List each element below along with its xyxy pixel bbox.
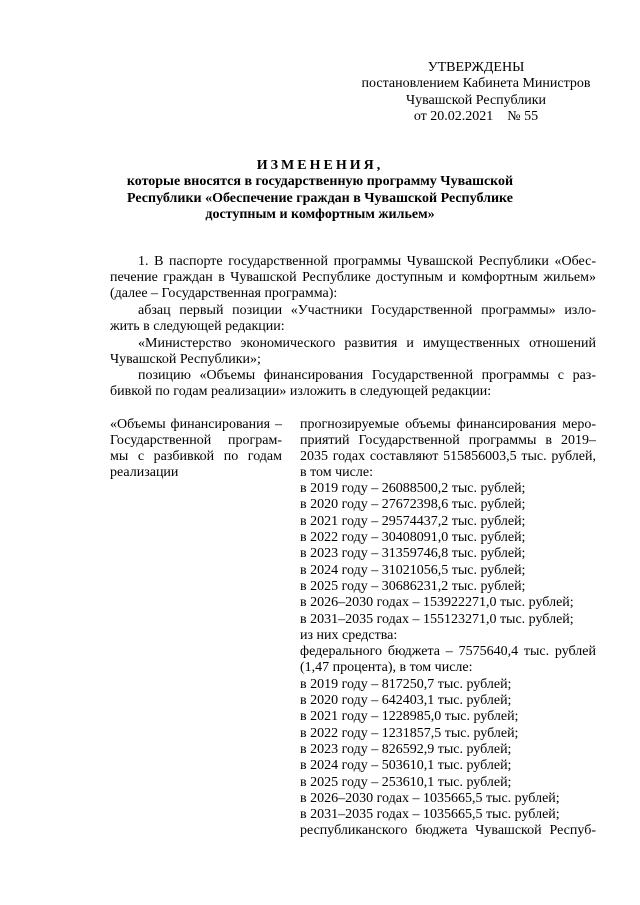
body-line: жить в следующей редакции:: [110, 319, 285, 334]
title-sub-line: Республики «Обеспечение граждан в Чувашской Республике: [127, 190, 513, 206]
table-right-line: (1,47 процента), в том числе:: [300, 660, 473, 675]
table-right-line: республиканского бюджета Чувашской Респуб-: [300, 823, 596, 838]
table-right-line: в 2021 году – 29574437,2 тыс. рублей;: [300, 514, 526, 529]
table-right-line: в 2025 году – 30686231,2 тыс. рублей;: [300, 579, 526, 594]
table-right-line: в 2031–2035 годах – 1035665,5 тыс. рублей;: [300, 807, 560, 822]
table-right-line: в 2020 году – 27672398,6 тыс. рублей;: [300, 497, 526, 512]
table-right-line: в 2019 году – 26088500,2 тыс. рублей;: [300, 481, 526, 496]
body-line: (далее – Государственная программа):: [110, 286, 338, 301]
table-right-line: в 2019 году – 817250,7 тыс. рублей;: [300, 677, 512, 692]
table-right-line: в 2023 году – 31359746,8 тыс. рублей;: [300, 546, 526, 561]
table-right-line: в 2026–2030 годах – 1035665,5 тыс. рублей;: [300, 791, 560, 806]
approval-line-3: от 20.02.2021 № 55: [413, 108, 539, 124]
title-sub-line: доступным и комфортным жильем»: [205, 206, 435, 222]
document-title: [120, 158, 520, 223]
table-right-line: в 2024 году – 31021056,5 тыс. рублей;: [300, 563, 526, 578]
table-right-line: в том числе:: [300, 465, 373, 480]
body-line: «Министерство экономического развития и имущественных отношений: [138, 336, 596, 351]
body-line: абзац первый позиции «Участники Государственной программы» изло-: [138, 303, 596, 318]
table-left-line: «Объемы финансирования –: [110, 417, 282, 432]
body-line: бивкой по годам реализации» изложить в следующей редакции:: [110, 384, 492, 399]
approval-line-1: постановлением Кабинета Министров: [361, 76, 591, 92]
table-right-line: приятий Государственной программы в 2019–: [300, 433, 596, 448]
table-left-line: мы с разбивкой по годам: [110, 449, 282, 464]
table-right-line: в 2023 году – 826592,9 тыс. рублей;: [300, 742, 512, 757]
table-right-line: в 2021 году – 1228985,0 тыс. рублей;: [300, 709, 519, 724]
approval-line-2: Чувашской Республики: [405, 92, 547, 108]
body-line: печение граждан в Чувашской Республике доступным и комфортным жильем»: [110, 270, 596, 285]
title-main: ИЗМЕНЕНИЯ,: [256, 158, 384, 173]
table-right-line: федерального бюджета – 7575640,4 тыс. рублей: [300, 644, 596, 659]
body-line: Чувашской Республики»;: [110, 352, 261, 367]
table-right-line: прогнозируемые объемы финансирования меро-: [300, 417, 596, 432]
body-line: позицию «Объемы финансирования Государственной программы с раз-: [138, 368, 596, 383]
table-right-line: в 2026–2030 годах – 153922271,0 тыс. рублей;: [300, 595, 574, 610]
approval-block: [360, 60, 592, 125]
title-sub-line: которые вносятся в государственную программу Чувашской: [126, 174, 514, 190]
table-right-line: в 2020 году – 642403,1 тыс. рублей;: [300, 693, 512, 708]
table-right-line: в 2025 году – 253610,1 тыс. рублей;: [300, 775, 512, 790]
table-right-line: в 2022 году – 30408091,0 тыс. рублей;: [300, 530, 526, 545]
table-right-line: в 2031–2035 годах – 155123271,0 тыс. рублей;: [300, 612, 574, 627]
approval-heading: УТВЕРЖДЕНЫ: [427, 60, 525, 75]
table-left-line: реализации: [110, 465, 179, 480]
table-right-line: в 2022 году – 1231857,5 тыс. рублей;: [300, 726, 519, 741]
table-left-line: Государственной програм-: [110, 433, 282, 448]
body-line: 1. В паспорте государственной программы Чувашской Республики «Обес-: [138, 254, 596, 269]
table-right-line: 2035 годах составляют 515856003,5 тыс. рублей,: [300, 449, 596, 464]
table-right-line: в 2024 году – 503610,1 тыс. рублей;: [300, 758, 512, 773]
table-right-line: из них средства:: [300, 628, 398, 643]
